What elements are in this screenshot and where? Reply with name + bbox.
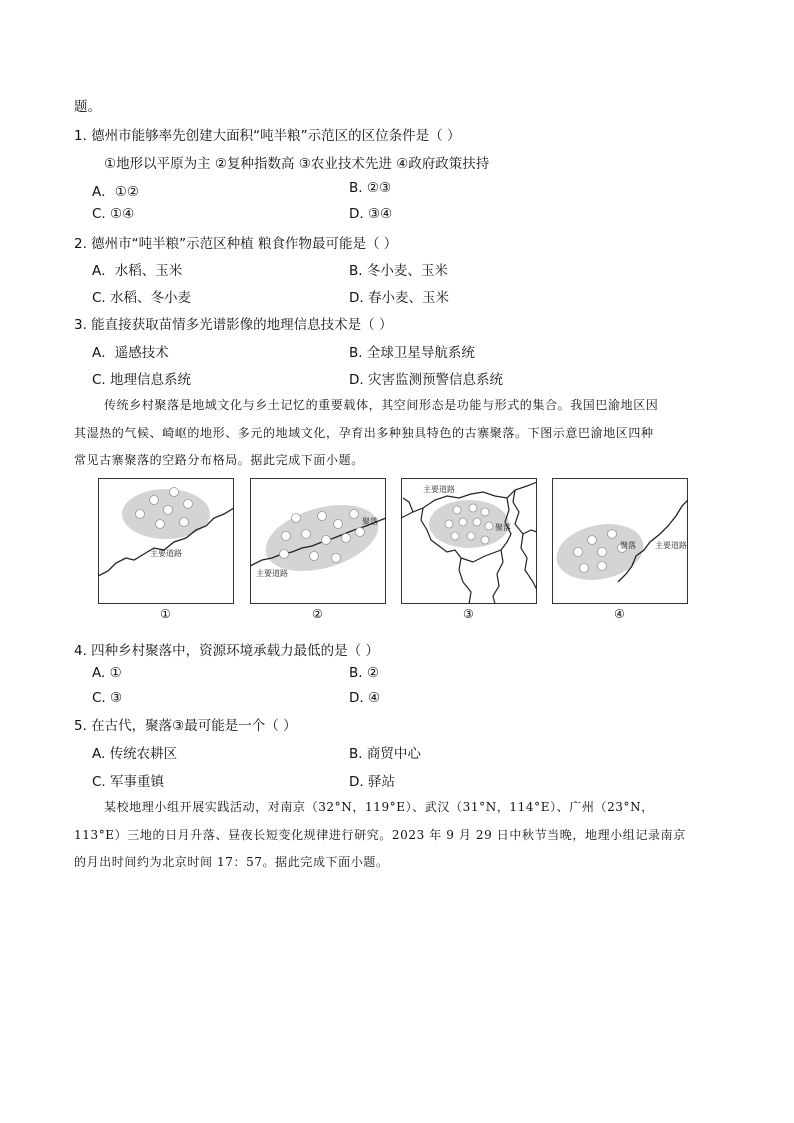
- question-2-option-b: B. 冬小麦、玉米: [349, 263, 448, 279]
- question-5-option-c: C. 军事重镇: [92, 774, 165, 790]
- page-fragment: 题。: [74, 99, 101, 115]
- passage-2-line-3: 的月出时间约为北京时间 17：57。据此完成下面小题。: [74, 855, 389, 869]
- question-2-option-d: D. 春小麦、玉米: [349, 290, 449, 306]
- question-4-stem: 4. 四种乡村聚落中，资源环境承载力最低的是（ ）: [74, 643, 379, 659]
- question-3-option-c: C. 地理信息系统: [92, 372, 192, 388]
- question-3-option-b: B. 全球卫星导航系统: [349, 345, 475, 361]
- passage-1-line-3: 常见古寨聚落的空路分布格局。据此完成下面小题。: [74, 453, 364, 467]
- question-4-option-c: C. ③: [92, 690, 123, 706]
- question-3-stem: 3. 能直接获取苗情多光谱影像的地理信息技术是（ ）: [74, 317, 393, 333]
- figure-panel-2: [250, 478, 386, 604]
- question-3-option-d: D. 灾害监测预警信息系统: [349, 372, 503, 388]
- figure-caption-2: ②: [312, 607, 323, 621]
- road-label: 主要道路: [150, 549, 182, 558]
- question-2-option-a: A．水稻、玉米: [92, 263, 183, 279]
- figure-panel-4: [552, 478, 688, 604]
- settlement-label: 聚落: [362, 517, 378, 526]
- question-4-option-d: D. ④: [349, 690, 381, 706]
- figure-caption-3: ③: [463, 607, 474, 621]
- figure-panel-1: [98, 478, 234, 604]
- settlement-map-4: [552, 478, 688, 604]
- figure-caption-1: ①: [160, 607, 171, 621]
- passage-1-line-2: 其湿热的气候、崎岖的地形、多元的地域文化，孕育出多种独具特色的古寨聚落。下图示意巴渝地区四种: [74, 426, 654, 440]
- passage-1-line-1: 传统乡村聚落是地域文化与乡土记忆的重要载体，其空间形态是功能与形式的集合。我国巴渝地区因: [104, 398, 659, 412]
- question-5-option-a: A. 传统农耕区: [92, 746, 178, 762]
- figure-caption-4: ④: [614, 607, 625, 621]
- settlement-label: 聚落: [495, 523, 511, 532]
- road-label: 主要道路: [256, 569, 288, 578]
- question-1-items: ①地形以平原为主 ②复种指数高 ③农业技术先进 ④政府政策扶持: [104, 156, 490, 172]
- question-1-option-a: A．①②: [92, 184, 139, 200]
- question-5-stem: 5. 在古代，聚落③最可能是一个（ ）: [74, 718, 297, 734]
- question-5-option-d: D. 驿站: [349, 774, 395, 790]
- passage-2-line-2: 113°E）三地的日月升落、昼夜长短变化规律进行研究。2023 年 9 月 29 日中秋节当晚，地理小组记录南京: [74, 828, 686, 842]
- settlement-map-2: [250, 478, 386, 604]
- settlement-map-1: [98, 478, 234, 604]
- figure-panel-3: [401, 478, 537, 604]
- question-4-option-b: B. ②: [349, 665, 379, 681]
- question-2-option-c: C. 水稻、冬小麦: [92, 290, 192, 306]
- settlement-map-3: [401, 478, 537, 604]
- road-label: 主要道路: [423, 485, 455, 494]
- passage-2-line-1: 某校地理小组开展实践活动，对南京（32°N，119°E）、武汉（31°N，114°E）、广州（23°N，: [104, 800, 654, 814]
- question-1-stem: 1. 德州市能够率先创建大面积“吨半粮”示范区的区位条件是（ ）: [74, 128, 461, 144]
- question-1-option-d: D. ③④: [349, 206, 393, 222]
- question-3-option-a: A．遥感技术: [92, 345, 169, 361]
- settlement-label: 聚落: [620, 541, 636, 550]
- road-label: 主要道路: [655, 541, 687, 550]
- question-5-option-b: B. 商贸中心: [349, 746, 421, 762]
- question-1-option-b: B. ②③: [349, 180, 392, 196]
- question-4-option-a: A. ①: [92, 665, 122, 681]
- question-1-option-c: C. ①④: [92, 206, 135, 222]
- question-2-stem: 2. 德州市“吨半粮”示范区种植 粮食作物最可能是（ ）: [74, 236, 398, 252]
